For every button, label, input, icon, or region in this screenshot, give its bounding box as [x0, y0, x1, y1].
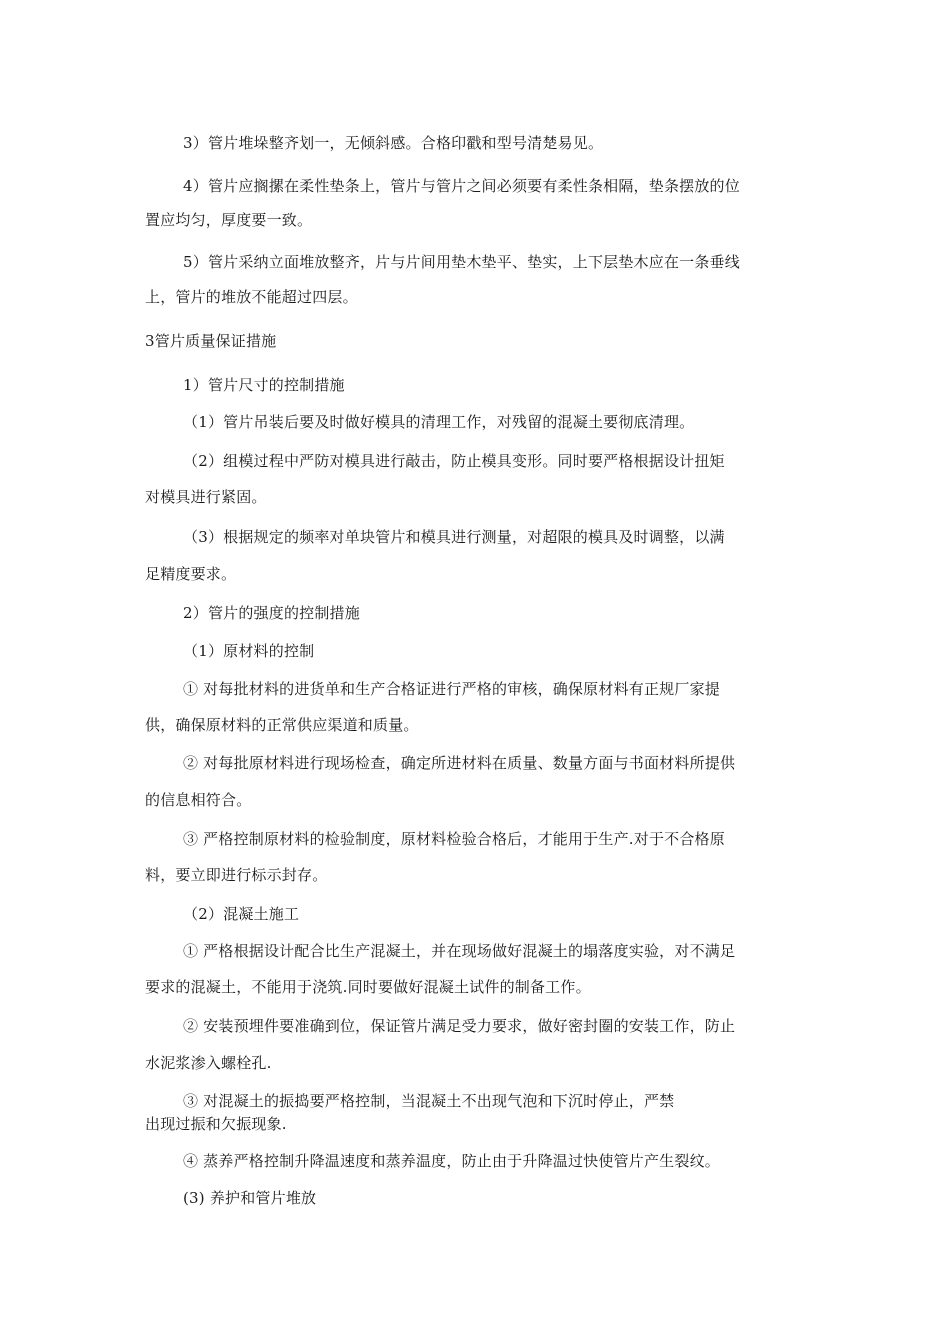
subsection-heading: 2）管片的强度的控制措施 — [183, 604, 360, 622]
text-line: （1）原材料的控制 — [183, 642, 315, 660]
text-line: 出现过振和欠振现象. — [145, 1115, 287, 1133]
text-line: （1）管片吊装后要及时做好模具的清理工作，对残留的混凝土要彻底清理。 — [183, 413, 695, 431]
text-line: 料，要立即进行标示封存。 — [145, 866, 328, 884]
text-line: 水泥浆渗入螺栓孔. — [145, 1054, 272, 1072]
text-line: 足精度要求。 — [145, 565, 237, 583]
text-line: 上，管片的堆放不能超过四层。 — [145, 288, 358, 306]
text-line: ② 安装预埋件要准确到位，保证管片满足受力要求，做好密封圈的安装工作，防止 — [183, 1017, 736, 1035]
text-line: （2）混凝土施工 — [183, 905, 300, 923]
text-line: ③ 严格控制原材料的检验制度，原材料检验合格后，才能用于生产.对于不合格原 — [183, 830, 725, 848]
subsection-heading: 1）管片尺寸的控制措施 — [183, 376, 345, 394]
text-line: 3）管片堆垛整齐划一，无倾斜感。合格印戳和型号清楚易见。 — [183, 134, 604, 152]
text-line: ③ 对混凝土的振捣要严格控制，当混凝土不出现气泡和下沉时停止，严禁 — [183, 1092, 675, 1110]
text-line: (3) 养护和管片堆放 — [183, 1189, 317, 1207]
text-line: ② 对每批原材料进行现场检查，确定所进材料在质量、数量方面与书面材料所提供 — [183, 754, 736, 772]
text-line: （3）根据规定的频率对单块管片和模具进行测量，对超限的模具及时调整，以满 — [183, 528, 725, 546]
text-line: 供，确保原材料的正常供应渠道和质量。 — [145, 716, 419, 734]
section-heading: 3管片质量保证措施 — [145, 332, 277, 350]
text-line: ④ 蒸养严格控制升降温速度和蒸养温度，防止由于升降温过快使管片产生裂纹。 — [183, 1152, 720, 1170]
text-line: 要求的混凝土，不能用于浇筑.同时要做好混凝土试件的制备工作。 — [145, 978, 591, 996]
text-line: 4）管片应搁摞在柔性垫条上，管片与管片之间必须要有柔性条相隔，垫条摆放的位 — [183, 177, 740, 195]
text-line: （2）组模过程中严防对模具进行敲击，防止模具变形。同时要严格根据设计扭矩 — [183, 452, 725, 470]
text-line: ① 对每批材料的进货单和生产合格证进行严格的审核，确保原材料有正规厂家提 — [183, 680, 720, 698]
text-line: 对模具进行紧固。 — [145, 488, 267, 506]
text-line: ① 严格根据设计配合比生产混凝土，并在现场做好混凝土的塌落度实验，对不满足 — [183, 942, 736, 960]
text-line: 5）管片采纳立面堆放整齐，片与片间用垫木垫平、垫实，上下层垫木应在一条垂线 — [183, 253, 740, 271]
text-line: 的信息相符合。 — [145, 791, 252, 809]
text-line: 置应均匀，厚度要一致。 — [145, 211, 313, 229]
